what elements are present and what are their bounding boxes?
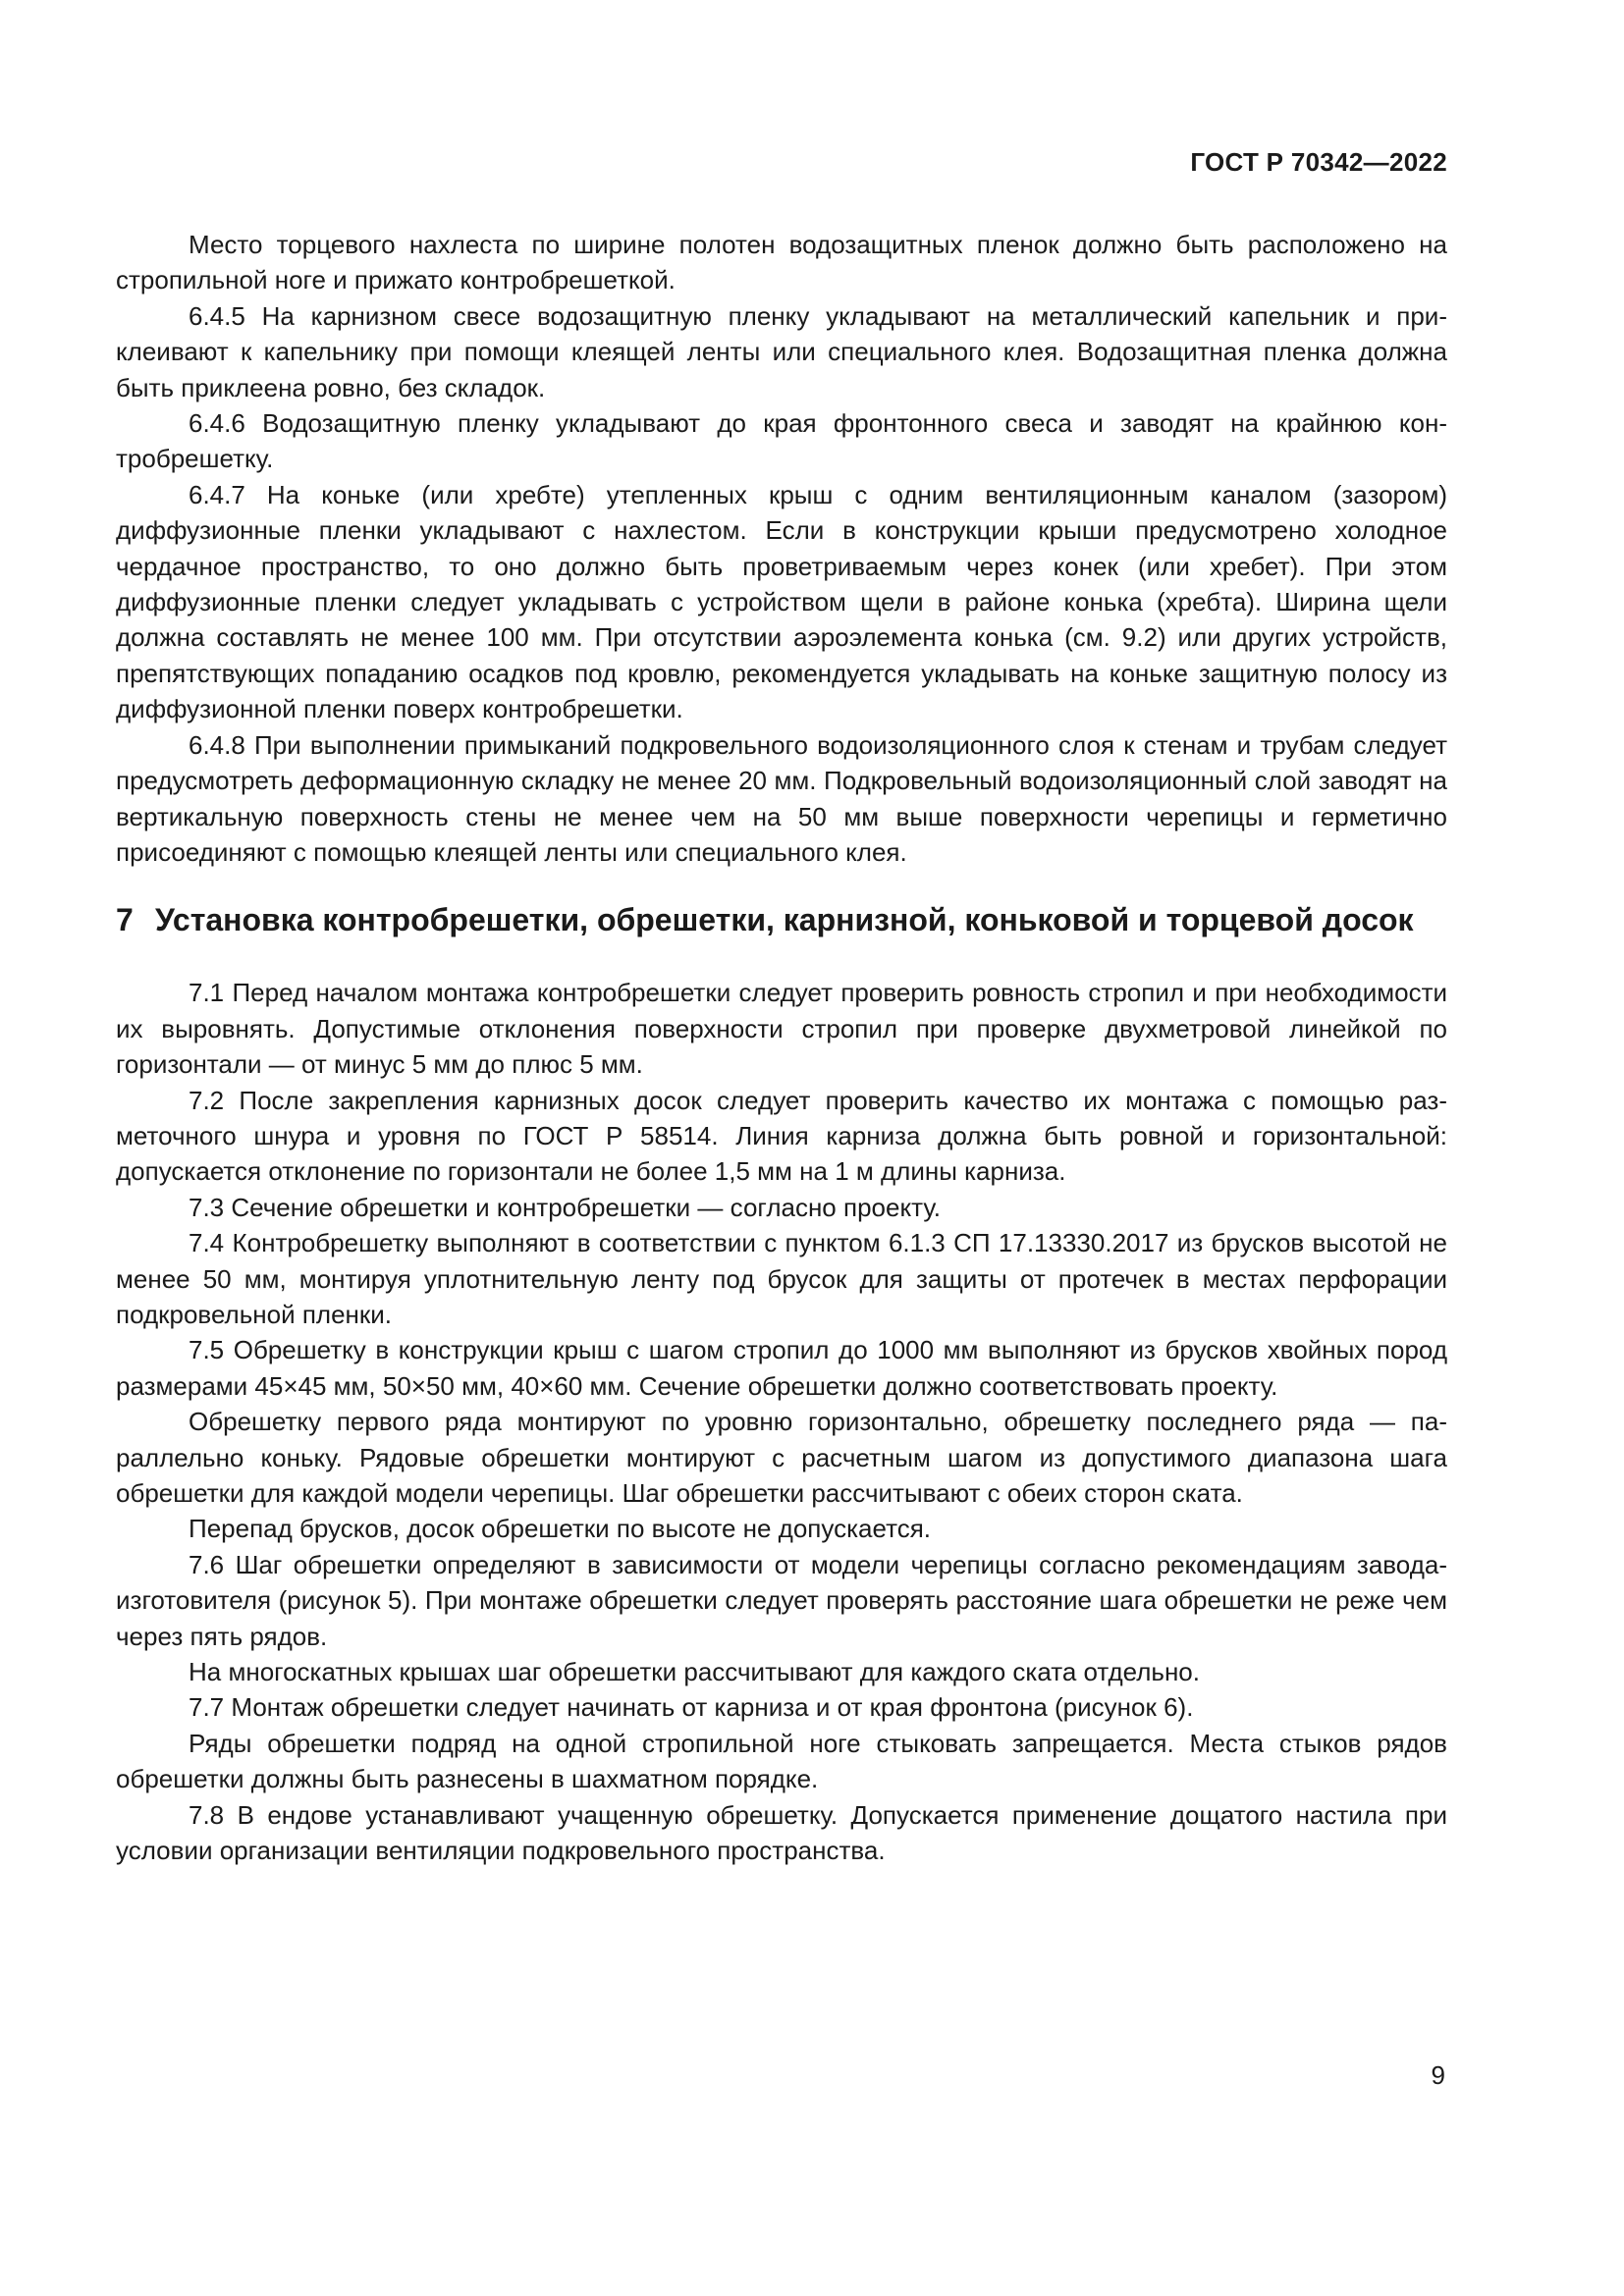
paragraph-7-8: 7.8 В ендове устанавливают учащенную обрешетку. Допускается применение дощатого настила при условии организации вентиляции подкровельного пространства. [116,1799,1447,1866]
document-code: ГОСТ Р 70342—2022 [1190,147,1447,177]
paragraph-6-4-7: 6.4.7 На коньке (или хребте) утепленных крыш с одним вентиляционным каналом (зазором) диффузионные пленки укладывают с нахлестом. Если в конструкции крыши предусмотрено холодное чердачное пространство, то оно должно быть проветриваемым через конек (или хребет). При этом диффузионные пленки следует укладывать с устройством щели в районе конька (хребта). Ширина щели должна составлять не менее 100 мм. При отсутствии аэроэлемента конька (см. 9.2) или других устройств, препятствующих попаданию осадков под кровлю, рекомендуется укладывать на коньке защитную полосу из диффузионной пленки поверх контробрешетки. [116,479,1447,724]
paragraph: Обрешетку первого ряда монтируют по уровню горизонтально, обрешетку последнего ряда — параллельно коньку. Рядовые обрешетки монтируют с расчетным шагом из допустимого диапазона шага обрешетки для каждой модели черепицы. Шаг обрешетки рассчитывают с обеих сторон ската. [116,1407,1447,1508]
paragraph-7-4: 7.4 Контробрешетку выполняют в соответствии с пунктом 6.1.3 СП 17.13330.2017 из брусков высотой не менее 50 мм, монтируя уплотнительную ленту под брусок для защиты от протечек в местах перфорации подкровельной пленки. [116,1228,1447,1329]
paragraph: На многоскатных крышах шаг обрешетки рассчитывают для каждого ската отдельно. [189,1657,1200,1687]
paragraph-6-4-8: 6.4.8 При выполнении примыканий подкровельного водоизоляционного слоя к стенам и трубам следует предусмотреть деформационную складку не менее 20 мм. Подкровельный водоизоляционный слой заводят на вертикальную поверхность стены не менее чем на 50 мм выше поверхности черепицы и герметично присоединяют с помощью клеящей ленты или специального клея. [116,729,1447,867]
page-body [116,227,1447,1868]
paragraph-7-3: 7.3 Сечение обрешетки и контробрешетки — согласно проекту. [189,1192,941,1222]
paragraph-6-4-5: 6.4.5 На карнизном свесе водозащитную пленку укладывают на металлический капельник и приклеивают к капельнику при помощи клеящей ленты или специального клея. Водозащитная пленка должна быть приклеена ровно, без складок. [116,300,1447,402]
paragraph: Место торцевого нахлеста по ширине полотен водозащитных пленок должно быть расположено на стропильной ноге и прижато контробрешеткой. [116,230,1447,295]
paragraph-7-1: 7.1 Перед началом монтажа контробрешетки следует проверить ровность стропил и при необходимости их выровнять. Допустимые отклонения поверхности стропил при проверке двухметровой линейкой по горизонтали — от минус 5 мм до плюс 5 мм. [116,978,1447,1080]
paragraph-7-7: 7.7 Монтаж обрешетки следует начинать от карниза и от края фронтона (рисунок 6). [189,1692,1194,1723]
paragraph-7-5: 7.5 Обрешетку в конструкции крыш с шагом стропил до 1000 мм выполняют из брусков хвойных пород размерами 45×45 мм, 50×50 мм, 40×60 мм. Сечение обрешетки должно соответствовать проекту. [116,1335,1447,1401]
paragraph-7-2: 7.2 После закрепления карнизных досок следует проверить качество их монтажа с помощью разметочного шнура и уровня по ГОСТ Р 58514. Линия карниза должна быть ровной и горизонтальной: допускается отклонение по горизонтали не более 1,5 мм на 1 м длины карниза. [116,1085,1447,1187]
section-number: 7 [116,902,134,938]
page-number: 9 [1431,2060,1445,2090]
paragraph-6-4-6: 6.4.6 Водозащитную пленку укладывают до края фронтонного свеса и заводят на крайнюю контробрешетку. [116,408,1447,474]
section-title: Установка контробрешетки, обрешетки, карнизной, коньковой и торцевой досок [155,902,1414,938]
paragraph-7-6: 7.6 Шаг обрешетки определяют в зависимости от модели черепицы согласно рекомендациям завода-изготовителя (рисунок 5). При монтаже обрешетки следует проверять расстояние шага обрешетки не реже чем через пять рядов. [116,1549,1447,1651]
paragraph: Перепад брусков, досок обрешетки по высоте не допускается. [189,1514,932,1544]
section-heading [116,900,1447,939]
paragraph: Ряды обрешетки подряд на одной стропильной ноге стыковать запрещается. Места стыков рядов обрешетки должны быть разнесены в шахматном порядке. [116,1728,1447,1794]
